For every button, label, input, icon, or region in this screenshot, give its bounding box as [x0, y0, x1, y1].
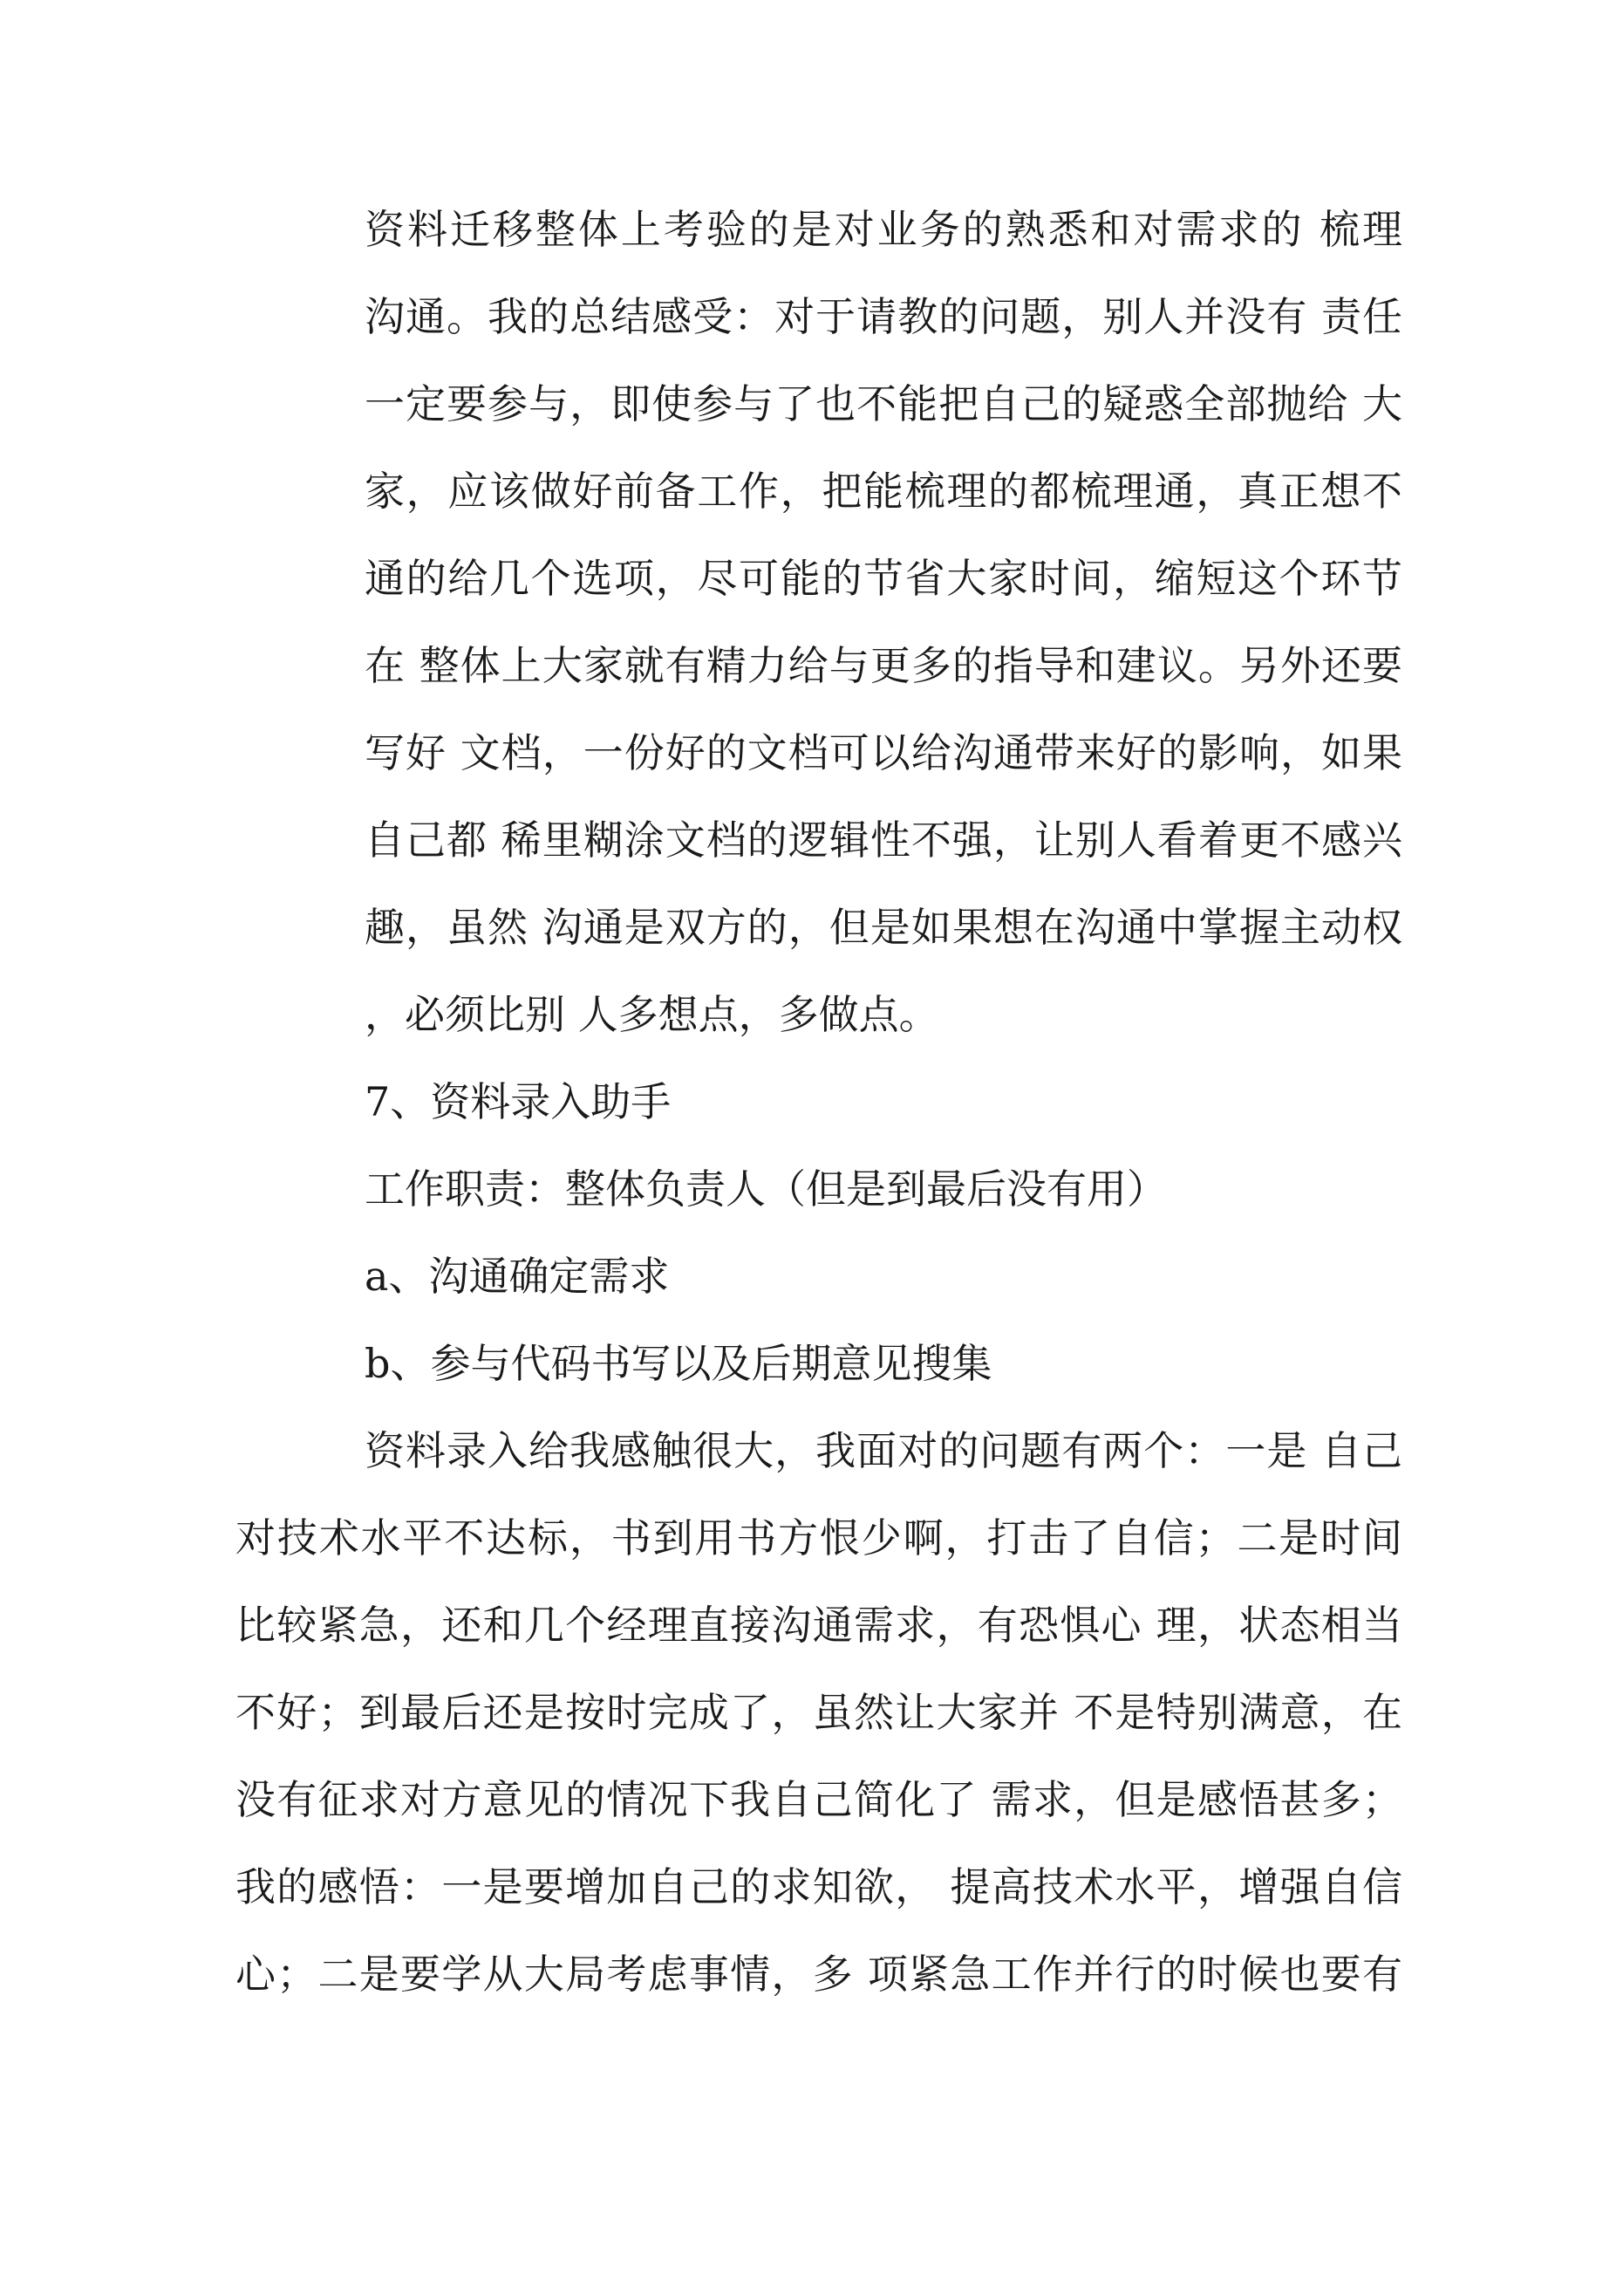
paragraph-line: ，必须比别 人多想点，多做点。: [365, 991, 939, 1038]
paragraph-line: 没有征求对方意见的情况下我自己简化了 需求，但是感悟甚多；: [235, 1776, 1402, 1823]
paragraph-line: 资料录入给我感触很大，我面对的问题有两个：一是 自己: [365, 1427, 1402, 1474]
paragraph-line: 趣，虽然 沟通是双方的，但是如果想在沟通中掌握主动权: [365, 904, 1402, 951]
paragraph-line: 资料迁移整体上考验的是对业务的熟悉和对需求的 梳理: [365, 206, 1402, 253]
paragraph-line: 在 整体上大家就有精力给与更多的指导和建议。另外还要: [365, 642, 1402, 689]
paragraph-line: 一定要参与，即使参与了也不能把自己的疑惑全部抛给 大: [365, 380, 1402, 427]
section-heading: 7、资料录入助手: [365, 1078, 672, 1125]
paragraph-line: 自己都 稀里糊涂文档的逻辑性不强，让别人看着更不感兴: [365, 817, 1402, 864]
paragraph-line: 通的给几个选项，尽可能的节省大家时间，缩短这个环节: [365, 555, 1402, 602]
list-item-b: b、参与代码书写以及后期意见搜集: [365, 1340, 992, 1387]
paragraph-line: 心；二是要学从大局考虑事情，多 项紧急工作并行的时候也要有: [235, 1951, 1402, 1998]
paragraph-line: 家，应该做好前备工作，把能梳理的都梳理通，真正想不: [365, 468, 1402, 515]
paragraph-line: 比较紧急，还和几个经理直接沟通需求，有恐惧心 理，状态相当: [235, 1602, 1402, 1649]
duties-line: 工作职责：整体负责人（但是到最后没有用）: [365, 1165, 1167, 1213]
paragraph-line: 写好 文档，一份好的文档可以给沟通带来好的影响，如果: [365, 729, 1402, 776]
list-item-a: a、沟通确定需求: [365, 1253, 670, 1300]
paragraph-line: 我的感悟：一是要增加自己的求知欲， 提高技术水平，增强自信: [235, 1863, 1402, 1910]
paragraph-line: 沟通。我的总结感受：对于请教的问题，别人并没有 责任: [365, 293, 1402, 340]
paragraph-line: 不好；到最后还是按时完成了，虽然让大家并 不是特别满意，在: [235, 1689, 1402, 1736]
paragraph-line: 对技术水平不达标，书到用书方恨少啊，打击了自信；二是时间: [235, 1514, 1402, 1561]
